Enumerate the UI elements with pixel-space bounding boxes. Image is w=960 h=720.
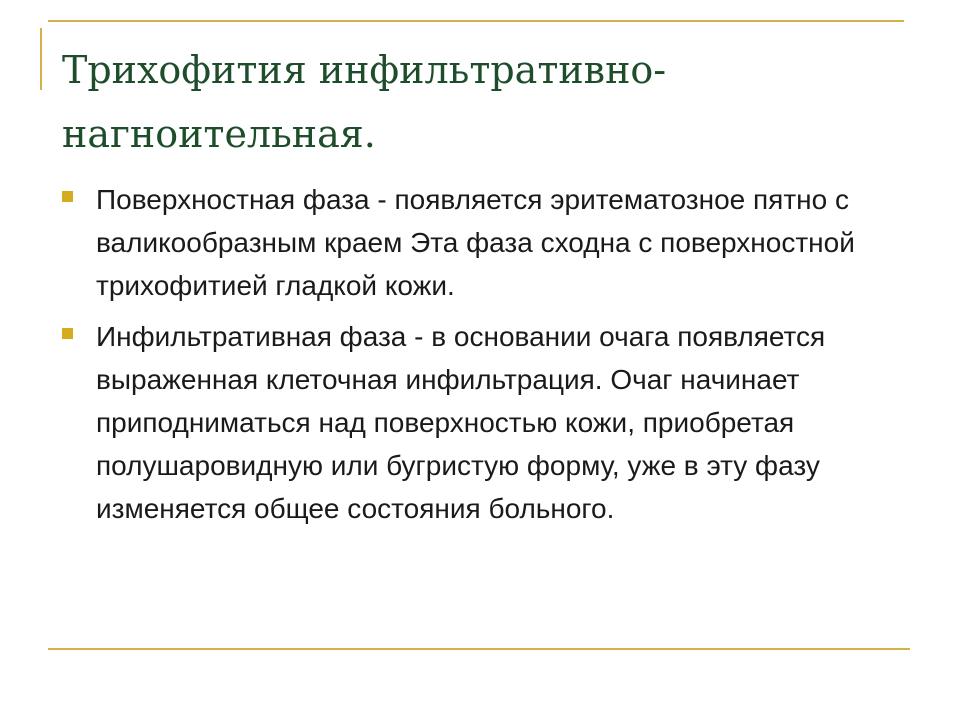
bullet-text: Инфильтративная фаза - в основании очага появляется выраженная клеточная инфильтрация. Очаг начинает приподниматься над поверхностью кожи, приобретая полушаровидную или бугристую форму, уже в эту фазу изменяется общее состояния больного. (96, 321, 826, 524)
square-bullet-icon (62, 191, 73, 202)
frame-bottom-line (48, 648, 910, 650)
bullet-item (62, 315, 912, 530)
frame-top-line (48, 20, 904, 22)
bullet-item (62, 178, 912, 307)
frame-left-line (40, 28, 42, 90)
bullet-text: Поверхностная фаза - появляется эритематозное пятно с валикообразным краем Эта фаза сходна с поверхностной трихофитией гладкой кожи. (96, 184, 855, 301)
slide-title: Трихофития инфильтративно-нагноительная. (62, 48, 667, 156)
square-bullet-icon (62, 328, 73, 339)
bullet-list (62, 178, 912, 538)
